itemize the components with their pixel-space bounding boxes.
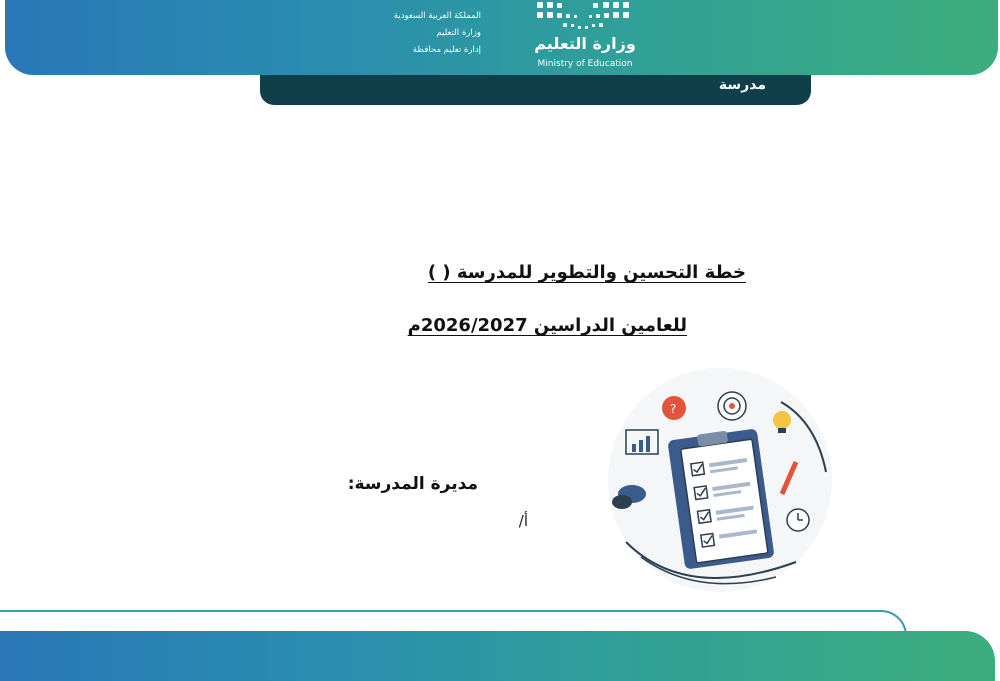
ministry-name-arabic: وزارة التعليم [534, 34, 636, 53]
clipboard-checklist-icon [596, 362, 844, 594]
school-strip [260, 75, 811, 105]
svg-text:?: ? [670, 402, 677, 416]
ministry-name-english: Ministry of Education [537, 59, 633, 69]
government-lines [385, 8, 481, 59]
ministry-logo-icon [533, 0, 637, 34]
ministry-label: وزارة التعليم [436, 28, 481, 38]
plan-title: خطة التحسين والتطوير للمدرسة ( ) [427, 262, 746, 283]
kingdom-label: المملكة العربية السعودية [393, 11, 481, 21]
principal-honorific: أ/ [518, 512, 528, 530]
plan-years: للعامين الدراسين 2026/2027م [407, 315, 687, 336]
footer-banner [0, 631, 995, 681]
school-label: مدرسة [718, 77, 766, 93]
principal-label: مديرة المدرسة: [347, 474, 478, 494]
directorate-label: إدارة تعليم محافظة [412, 45, 481, 55]
header-banner [5, 0, 998, 75]
